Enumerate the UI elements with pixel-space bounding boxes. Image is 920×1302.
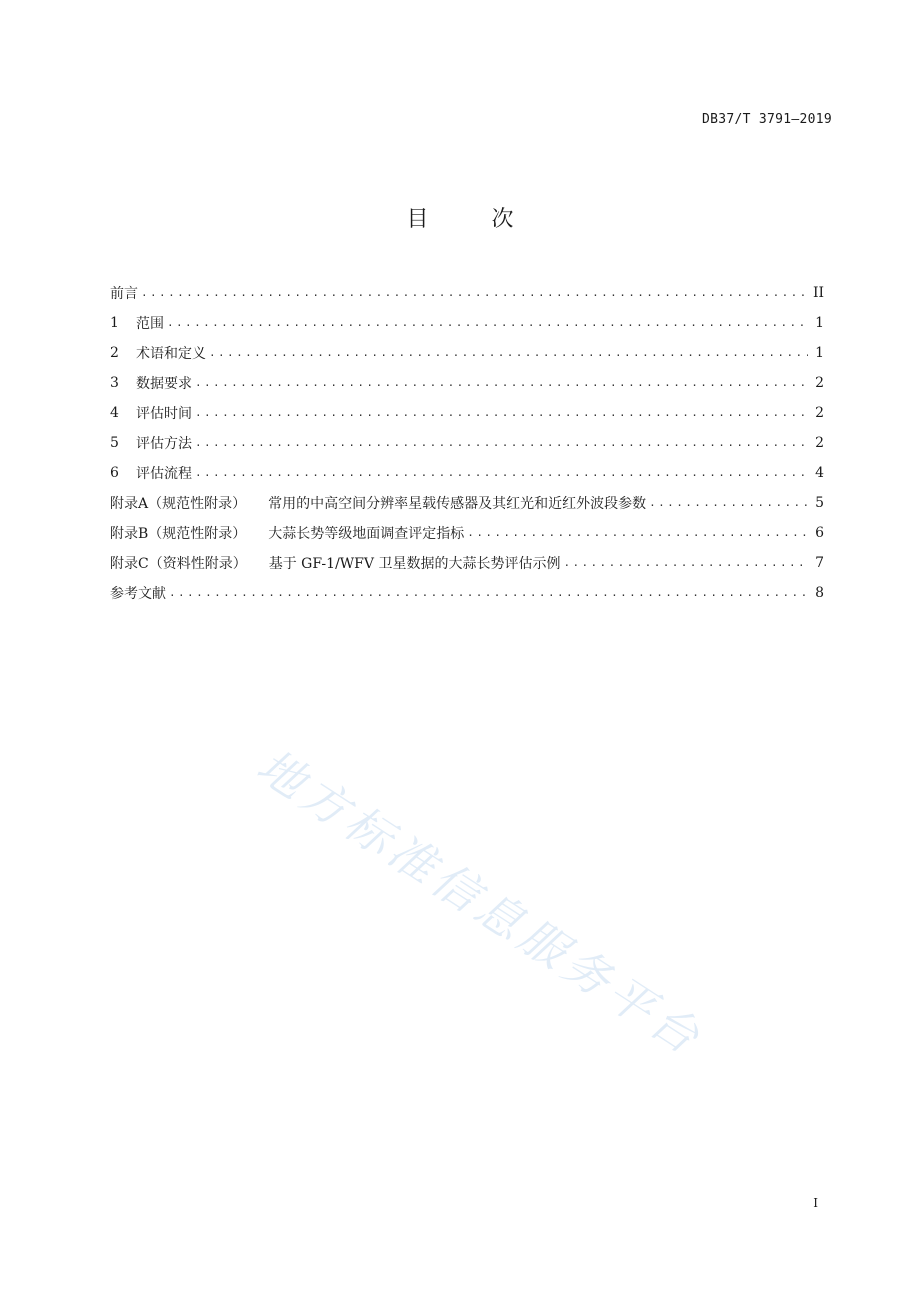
toc-dot-leader (563, 548, 808, 578)
toc-entry-number: 1 (110, 315, 119, 331)
watermark: 地方标准信息服务平台 (247, 738, 714, 1067)
toc-dot-leader (209, 338, 808, 368)
toc-entry-page: 1 (815, 315, 824, 331)
toc-dot-leader (467, 518, 808, 548)
toc-entry-label: 数据要求 (136, 376, 192, 392)
toc-entry[interactable] (110, 398, 824, 428)
toc-entry-page: 4 (815, 465, 824, 481)
toc-entry-number: 4 (110, 405, 119, 421)
toc-entry-label: 评估时间 (136, 406, 192, 422)
toc-title: 目 次 (406, 207, 542, 232)
toc-entry[interactable] (110, 278, 824, 308)
toc-entry[interactable] (110, 518, 824, 548)
toc-entry-page: 1 (815, 345, 824, 361)
document-code: DB37/T 3791—2019 (701, 112, 832, 127)
toc-entry-page: II (812, 285, 824, 301)
toc-entry-appendix-prefix: 附录B（规范性附录） (110, 526, 247, 542)
toc-entry[interactable] (110, 338, 824, 368)
toc-dot-leader (169, 578, 808, 608)
toc-entry-label: 评估流程 (136, 466, 192, 482)
toc-entry-page: 2 (815, 375, 824, 391)
toc-entry-page: 8 (815, 585, 824, 601)
toc-dot-leader (195, 458, 808, 488)
toc-entry[interactable] (110, 368, 824, 398)
toc-entry-number: 6 (110, 465, 119, 481)
toc-dot-leader (195, 428, 808, 458)
toc-entry-number: 3 (110, 375, 119, 391)
toc-entry-label: 大蒜长势等级地面调查评定指标 (268, 526, 465, 542)
toc-entry-number: 5 (110, 435, 119, 451)
toc-dot-leader (141, 278, 807, 308)
toc-entry-appendix-prefix: 附录A（规范性附录） (110, 496, 247, 512)
toc-dot-leader (649, 488, 808, 518)
toc-dot-leader (167, 308, 808, 338)
toc-entry-page: 5 (815, 495, 824, 511)
toc-entry-label: 术语和定义 (136, 346, 206, 362)
toc-entry[interactable] (110, 578, 824, 608)
toc-entry-label: 基于 GF-1/WFV 卫星数据的大蒜长势评估示例 (268, 556, 561, 572)
toc-entry-page: 7 (815, 555, 824, 571)
toc-entry[interactable] (110, 428, 824, 458)
toc-entry-label: 参考文献 (110, 586, 166, 602)
page-number: I (813, 1196, 818, 1210)
table-of-contents (110, 278, 824, 608)
toc-entry-label: 常用的中高空间分辨率星载传感器及其红光和近红外波段参数 (268, 496, 647, 512)
toc-entry-appendix-prefix: 附录C（资料性附录） (110, 556, 247, 572)
toc-dot-leader (195, 398, 808, 428)
toc-entry-label: 前言 (110, 286, 138, 302)
toc-entry-page: 2 (815, 405, 824, 421)
toc-entry[interactable] (110, 488, 824, 518)
toc-dot-leader (195, 368, 808, 398)
toc-entry[interactable] (110, 458, 824, 488)
toc-entry[interactable] (110, 308, 824, 338)
toc-entry[interactable] (110, 548, 824, 578)
toc-entry-page: 2 (815, 435, 824, 451)
toc-entry-page: 6 (815, 525, 824, 541)
toc-entry-number: 2 (110, 345, 119, 361)
toc-entry-label: 评估方法 (136, 436, 192, 452)
toc-entry-label: 范围 (136, 316, 164, 332)
